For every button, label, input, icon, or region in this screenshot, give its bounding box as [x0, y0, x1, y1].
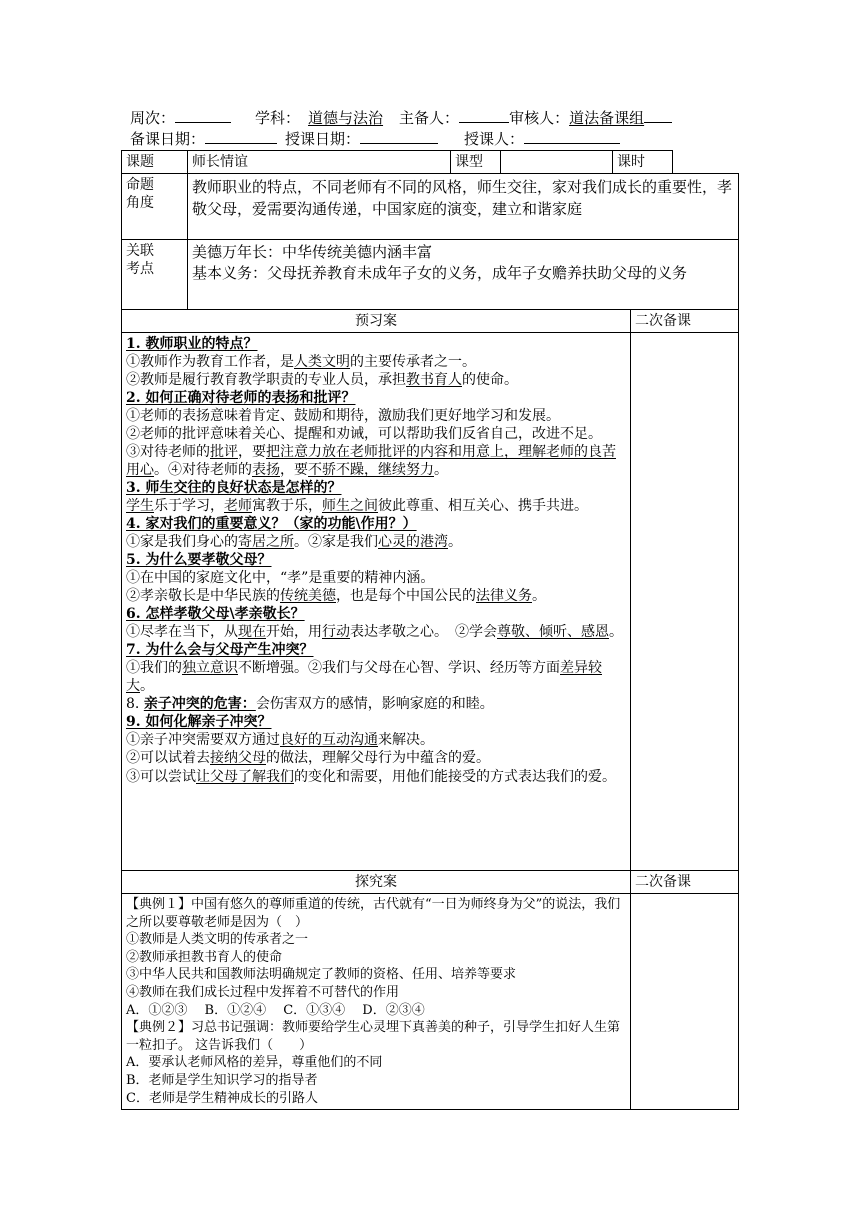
header-line-2: [130, 129, 620, 148]
q9-answer-3: [126, 767, 626, 788]
reviewer-label: 审核人：: [509, 109, 570, 127]
q1-a1-post: 的主要传承者之一。: [350, 354, 476, 370]
preparer-blank: [459, 108, 509, 123]
points-label: [122, 240, 188, 310]
q7-pre: ①我们的: [126, 660, 182, 676]
points-text-1: 美德万年长：中华传统美德内涵丰富: [192, 243, 433, 261]
angle-row: [122, 174, 739, 240]
q3-text-3: 彼此尊重、相互关心、携手共进。: [378, 498, 588, 514]
prep-date-label: 备课日期：: [130, 130, 206, 148]
teacher-blank: [524, 129, 620, 144]
explore-body: [122, 894, 631, 1110]
q3-key-2: 老师: [224, 498, 252, 514]
q2-a3-key-3: 表扬: [252, 462, 280, 478]
q4-answer: [126, 533, 626, 551]
angle-text: 教师职业的特点，不同老师有不同的风格，师生交往，家对我们成长的重要性，孝敬父母，爱需要沟通传递，中国家庭的演变，建立和谐家庭: [192, 178, 733, 218]
q5-title: 5. 为什么要孝敬父母？: [126, 552, 272, 568]
q2-a3-mid-3: ，要: [280, 462, 308, 478]
q5-a2-mid: ，也是每个中国公民的: [336, 588, 476, 604]
q6-key-2: 行动: [322, 624, 350, 640]
q7-title: 7. 为什么会与父母产生冲突？: [126, 642, 314, 658]
example-2-choice-a: A．要承认老师风格的差异，尊重他们的不同: [126, 1055, 383, 1071]
q1-a1-key: 人类文明: [294, 354, 350, 370]
q2-answer-3: [126, 443, 626, 479]
q9-a2-post: 的做法，理解父母行为中蕴含的爱。: [266, 750, 490, 766]
q7-mid: 不断增强。②我们与父母在心智、学识、经历等方面: [238, 660, 560, 676]
q3-key-1: 学生: [126, 498, 154, 514]
teach-date-label: 授课日期：: [285, 130, 361, 148]
example-1-choices: A．①②③ B．①②④ C．①③④ D．②③④: [126, 1002, 425, 1018]
q8-text: 会伤害双方的感情，影响家庭的和睦。: [255, 696, 494, 712]
q9-title: 9. 如何化解亲子冲突？: [126, 714, 272, 730]
q9-a3-post: 的变化和需要，用他们能接受的方式表达我们的爱。: [294, 769, 616, 785]
type-label: 课型: [451, 151, 501, 174]
q4-pre: ①家是我们身心的: [126, 534, 238, 550]
q1-a2-key: 教书育人: [406, 372, 462, 388]
q7-key-2: 差异较大: [126, 660, 602, 694]
example-1-stem: 【典例１】中国有悠久的尊师重道的传统，古代就有“一日为师终身为父”的说法，我们之所以要尊敬老师是因为（ ）: [126, 897, 621, 930]
q2-a3-mid-2: 。④对待老师的: [154, 462, 252, 478]
q8-title: 亲子冲突的危害：: [143, 696, 256, 712]
points-value: [188, 240, 739, 310]
type-value: [501, 151, 613, 174]
q5-answer-1: ①在中国的家庭文化中，“孝”是重要的精神内涵。: [126, 570, 435, 586]
preparer-label: 主备人：: [399, 109, 460, 127]
example-2-stem: 【典例２】习总书记强调：教师要给学生心灵埋下真善美的种子，引导学生扣好人生第一粒扣子。 这告诉我们（ ）: [126, 1020, 621, 1053]
q6-key-3: 尊敬、倾听、感恩: [497, 624, 609, 640]
example-1-option-1: ①教师是人类文明的传承者之一: [126, 932, 309, 948]
q3-key-3: 师生之间: [322, 498, 378, 514]
points-text-2: 基本义务：父母抚养教育未成年子女的义务，成年子女赡养扶助父母的义务: [192, 264, 688, 282]
q9-answer-2: [126, 749, 626, 767]
angle-label-2: 角度: [126, 195, 154, 211]
q6-title: 6. 怎样孝敬父母\孝亲敬长？: [126, 606, 305, 622]
example-1-option-4: ④教师在我们成长过程中发挥着不可替代的作用: [126, 984, 400, 1000]
subject-value: 道德与法治: [308, 109, 384, 127]
q6-mid: 开始，用: [266, 624, 322, 640]
q1-answer-2: [126, 371, 626, 389]
points-label-1: 关联: [126, 243, 154, 259]
preview-body-row: [122, 333, 739, 871]
lesson-plan-table: [121, 150, 739, 1110]
points-row: [122, 240, 739, 310]
preview-side-header: 二次备课: [631, 310, 739, 333]
q3-answer: [126, 497, 626, 515]
example-1-option-3: ③中华人民共和国教师法明确规定了教师的资格、任用、培养等要求: [126, 967, 517, 983]
q5-a2-post: 。: [532, 588, 546, 604]
q8-number: 8.: [126, 696, 144, 712]
q2-answer-1: ①老师的表扬意味着肯定、鼓励和期待，激励我们更好地学习和发展。: [126, 408, 560, 424]
q5-answer-2: [126, 587, 626, 605]
q4-key-2: 心灵的港湾: [378, 534, 448, 550]
q1-a2-pre: ②教师是履行教育教学职责的专业人员，承担: [126, 372, 406, 388]
explore-header: 探究案: [122, 871, 631, 894]
q7-key-1: 独立意识: [182, 660, 238, 676]
topic-value: 师长情谊: [188, 151, 451, 174]
explore-side-header: 二次备课: [631, 871, 739, 894]
preview-header: 预习案: [122, 310, 631, 333]
q3-text-1: 乐于学习，: [154, 498, 224, 514]
q2-answer-2: ②老师的批评意味着关心、提醒和劝诫，可以帮助我们反省自己，改进不足。: [126, 426, 602, 442]
q2-a3-key-4: 不骄不躁，继续努力: [308, 462, 434, 478]
q5-a2-pre: ②孝亲敬长是中华民族的: [126, 588, 280, 604]
angle-label: [122, 174, 188, 240]
q2-a3-key-1: 批评: [210, 444, 238, 460]
week-blank: [175, 108, 231, 123]
points-label-2: 考点: [126, 261, 154, 277]
q9-a1-key: 良好的互动沟通: [280, 732, 378, 748]
q6-mid-2: 表达孝敬之心。 ②学会: [350, 624, 497, 640]
q9-a2-key: 接纳父母: [210, 750, 266, 766]
explore-side-notes: [631, 894, 739, 1110]
example-2-choice-c: C．老师是学生精神成长的引路人: [126, 1090, 318, 1106]
q7-answer: [126, 659, 626, 695]
q2-a3-mid: ，要: [238, 444, 266, 460]
q9-a1-post: 来解决。: [378, 732, 434, 748]
q6-key-1: 现在: [238, 624, 266, 640]
q6-answer: [126, 623, 626, 641]
angle-label-1: 命题: [126, 177, 154, 193]
example-2-choice-b: B．老师是学生知识学习的指导者: [126, 1072, 318, 1088]
explore-header-row: [122, 871, 739, 894]
teacher-label: 授课人：: [464, 130, 525, 148]
topic-label: 课题: [122, 151, 188, 174]
q5-a2-key-1: 传统美德: [280, 588, 336, 604]
q2-a3-post: 。: [434, 462, 448, 478]
prep-date-blank: [205, 129, 277, 144]
week-label: 周次：: [130, 109, 176, 127]
reviewer-blank: [644, 108, 672, 123]
q3-title: 3. 师生交往的良好状态是怎样的？: [126, 480, 342, 496]
q9-a3-key: 让父母了解我们: [196, 769, 294, 785]
q9-a3-pre: ③可以尝试: [126, 769, 196, 785]
angle-value: [188, 174, 739, 240]
q5-a2-key-2: 法律义务: [476, 588, 532, 604]
teach-date-blank: [360, 129, 438, 144]
reviewer-value: 道法备课组: [569, 109, 645, 127]
q9-a1-pre: ①亲子冲突需要双方通过: [126, 732, 280, 748]
header-line-1: [130, 108, 672, 127]
q8-line: [126, 695, 626, 713]
preview-side-notes: [631, 333, 739, 871]
preview-header-row: [122, 310, 739, 333]
q2-a3-key-2: 把注意力放在老师批评的内容和用意上，理解老师的良苦用心: [126, 444, 616, 478]
q4-post: 。: [448, 534, 462, 550]
q1-a1-pre: ①教师作为教育工作者，是: [126, 354, 294, 370]
q7-post: 。: [140, 678, 154, 694]
topic-row: [122, 151, 739, 174]
hours-label: 课时: [613, 151, 673, 174]
example-1-option-2: ②教师承担教书育人的使命: [126, 949, 283, 965]
q6-pre: ①尽孝在当下，从: [126, 624, 238, 640]
explore-body-row: [122, 894, 739, 1110]
q4-mid: 。②家是我们: [294, 534, 378, 550]
q6-post: 。: [609, 624, 623, 640]
subject-label: 学科：: [255, 109, 301, 127]
q4-title: 4. 家对我们的重要意义？（家的功能\作用？）: [126, 516, 417, 532]
q1-a2-post: 的使命。: [462, 372, 518, 388]
q9-answer-1: [126, 731, 626, 749]
q2-a3-pre: ③对待老师的: [126, 444, 210, 460]
hours-value: [673, 151, 739, 174]
q1-title: 1. 教师职业的特点？: [126, 336, 258, 352]
q3-text-2: 寓教于乐，: [252, 498, 322, 514]
preview-body: [122, 333, 631, 871]
q2-title: 2. 如何正确对待老师的表扬和批评？: [126, 390, 356, 406]
q4-key-1: 寄居之所: [238, 534, 294, 550]
q1-answer-1: [126, 353, 626, 371]
q9-a2-pre: ②可以试着去: [126, 750, 210, 766]
